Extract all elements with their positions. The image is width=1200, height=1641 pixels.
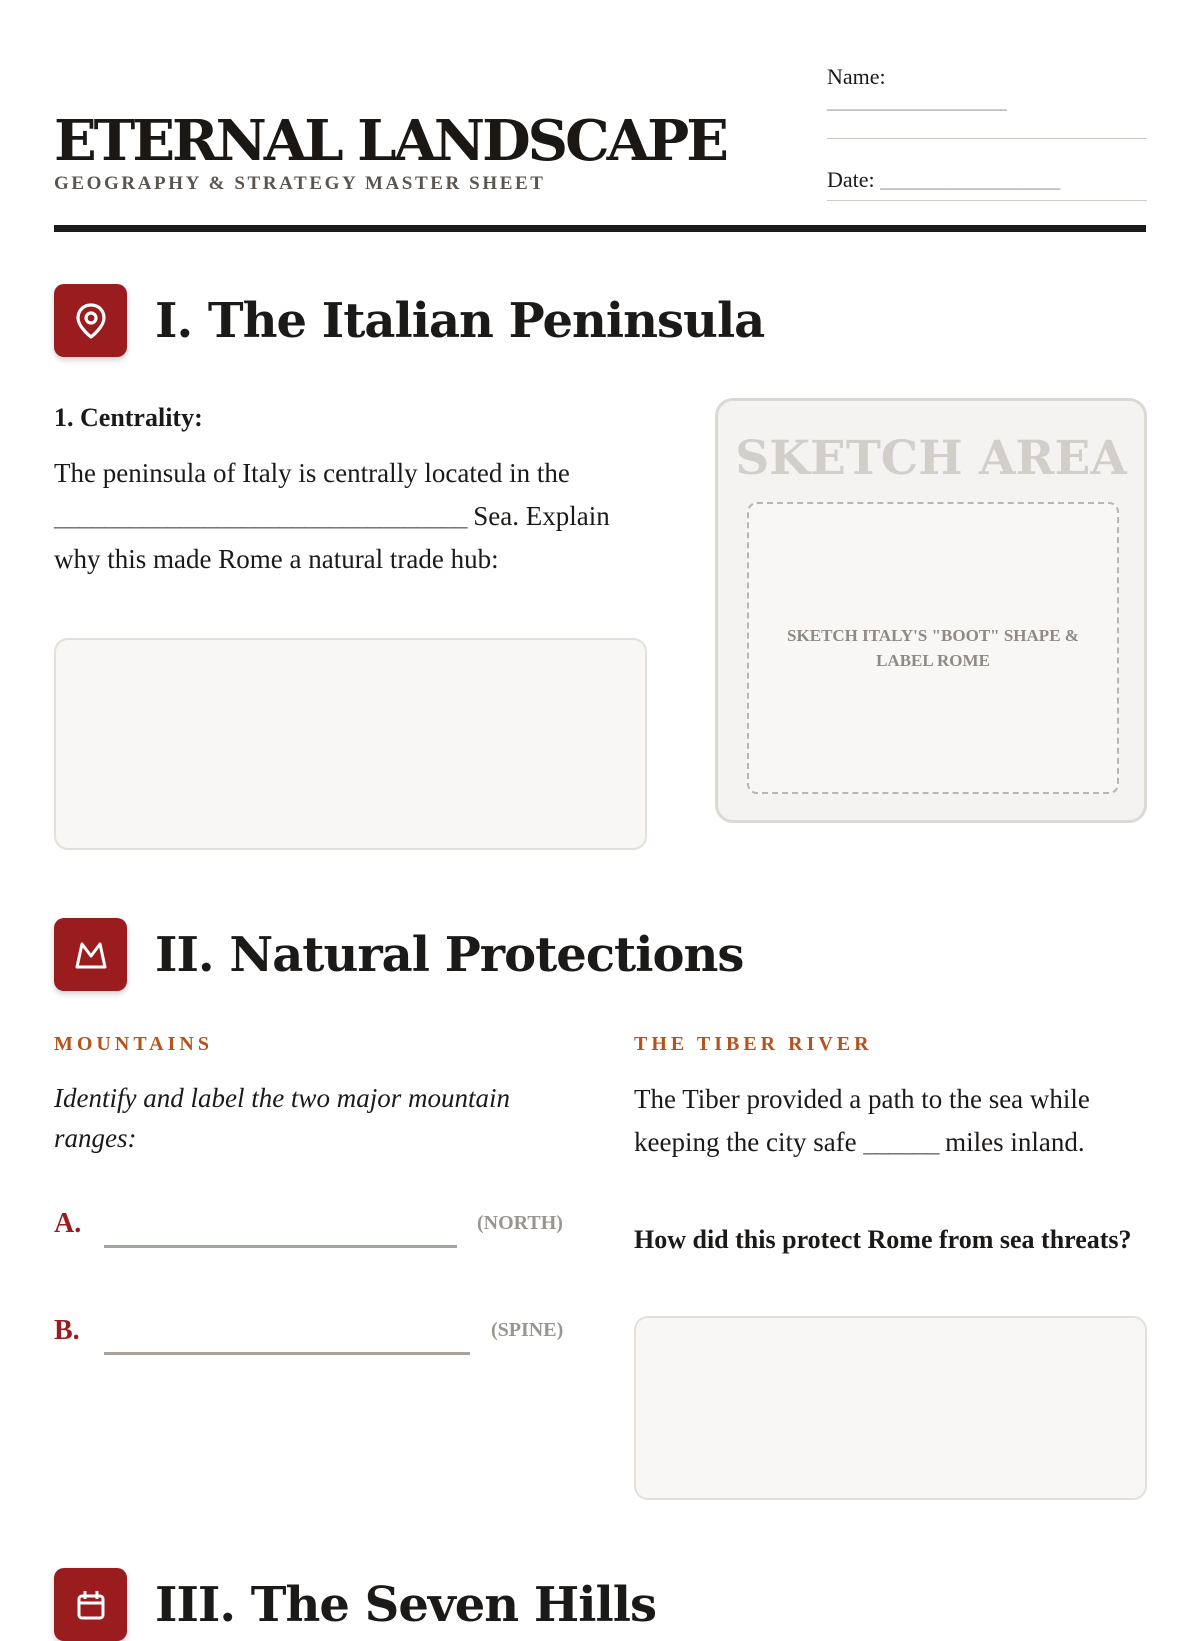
map-pin-icon [54, 284, 127, 357]
sketch-caption: SKETCH ITALY'S "BOOT" SHAPE & LABEL ROME [787, 626, 1079, 670]
name-label: Name: [827, 64, 886, 89]
mountains-label: MOUNTAINS [54, 1033, 213, 1055]
section-3-title: III. The Seven Hills [155, 1576, 656, 1633]
worksheet-title: ETERNAL LANDSCAPE [54, 108, 726, 174]
question-1-label: 1. Centrality: [54, 403, 203, 432]
tiber-prompt-end: miles inland. [945, 1127, 1085, 1157]
mountain-b-row [54, 1315, 80, 1347]
mountain-b-hint: (SPINE) [491, 1319, 564, 1341]
calendar-icon [54, 1568, 127, 1641]
mountain-icon [54, 918, 127, 991]
sketch-canvas[interactable] [747, 502, 1119, 794]
date-label: Date: [827, 167, 875, 192]
mountain-a-hint: (NORTH) [477, 1212, 563, 1234]
tiber-label: THE TIBER RIVER [634, 1033, 873, 1055]
tiber-question: How did this protect Rome from sea threats? [634, 1225, 1132, 1254]
mountain-a-answer-line[interactable] [104, 1245, 457, 1248]
mountain-b-letter: B. [54, 1315, 80, 1346]
miles-blank[interactable]: ______ [863, 1127, 939, 1157]
name-field[interactable] [827, 64, 1147, 139]
tiber-text [634, 1078, 1154, 1164]
worksheet-header [54, 0, 1146, 232]
section-3-heading [54, 1568, 656, 1641]
question-1-explain: Explain why this made Rome a natural trade hub: [54, 501, 610, 574]
trade-hub-answer-box[interactable] [54, 638, 647, 850]
sea-name-blank[interactable]: _________________________________ [54, 501, 467, 531]
section-1-heading [54, 284, 764, 357]
mountains-instruction: Identify and label the two major mountain ranges: [54, 1083, 510, 1153]
section-1-title: I. The Italian Peninsula [155, 292, 765, 349]
worksheet-subtitle: GEOGRAPHY & STRATEGY MASTER SHEET [54, 173, 546, 194]
question-1-text [54, 452, 654, 581]
tiber-prompt: The Tiber provided a path to the sea while keeping the city safe [634, 1084, 1090, 1157]
name-blank[interactable]: ____________________ [827, 92, 1007, 112]
section-2-heading [54, 918, 743, 991]
student-info [827, 60, 1147, 201]
sketch-area [715, 398, 1147, 823]
section-2-title: II. Natural Protections [155, 926, 744, 983]
date-blank[interactable]: ____________________ [880, 171, 1061, 191]
sketch-area-title: SKETCH AREA [735, 431, 1127, 486]
mountain-a-row [54, 1208, 81, 1240]
date-field[interactable] [827, 139, 1147, 201]
sea-threats-answer-box[interactable] [634, 1316, 1147, 1500]
mountain-a-letter: A. [54, 1208, 82, 1239]
question-1-prompt: The peninsula of Italy is centrally located in the [54, 458, 570, 488]
mountain-b-answer-line[interactable] [104, 1352, 470, 1355]
question-1-prompt-end: Sea. [473, 501, 519, 531]
